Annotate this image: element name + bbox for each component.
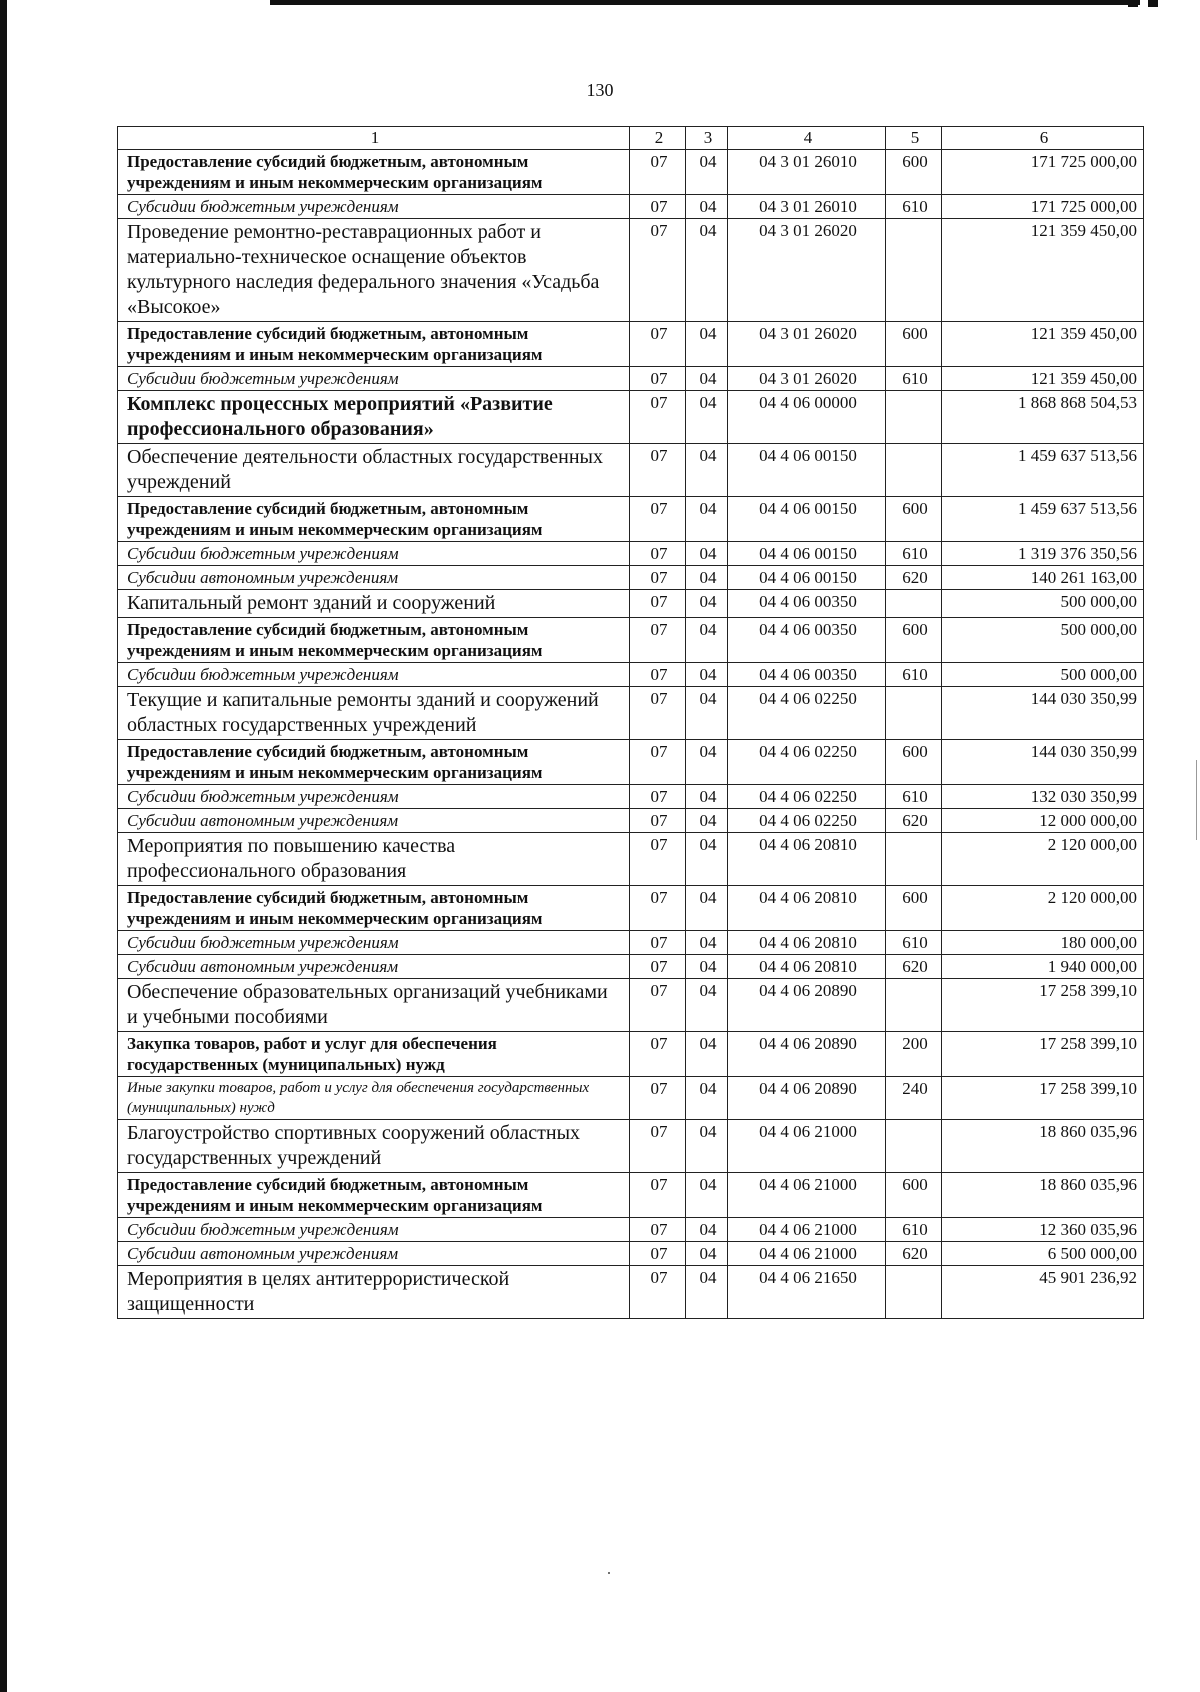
amount-cell: 18 860 035,96 [942,1173,1144,1218]
section-cell: 07 [630,219,686,322]
expense-type-cell: 610 [886,367,942,391]
target-article-cell: 04 4 06 20810 [728,833,886,886]
column-header: 2 [630,127,686,150]
table-row [118,1218,1144,1242]
expense-type-cell: 610 [886,542,942,566]
expense-type-cell [886,1120,942,1173]
row-name-cell: Благоустройство спортивных сооружений областных государственных учреждений [118,1120,630,1173]
target-article-cell: 04 4 06 21650 [728,1266,886,1319]
amount-cell: 12 000 000,00 [942,809,1144,833]
row-name-cell: Обеспечение образовательных организаций учебниками и учебными пособиями [118,979,630,1032]
amount-cell: 2 120 000,00 [942,833,1144,886]
row-name-cell: Предоставление субсидий бюджетным, автономным учреждениям и иным некоммерческим организациям [118,322,630,367]
table-row [118,785,1144,809]
section-cell: 07 [630,1242,686,1266]
table-row [118,979,1144,1032]
amount-cell: 17 258 399,10 [942,1032,1144,1077]
row-name-cell: Субсидии автономным учреждениям [118,566,630,590]
row-name-cell: Субсидии бюджетным учреждениям [118,785,630,809]
expense-type-cell: 610 [886,663,942,687]
target-article-cell: 04 4 06 21000 [728,1242,886,1266]
section-cell: 07 [630,391,686,444]
scan-top-line [270,0,1140,5]
subsection-cell: 04 [686,590,728,618]
subsection-cell: 04 [686,833,728,886]
table-row [118,566,1144,590]
amount-cell: 1 940 000,00 [942,955,1144,979]
subsection-cell: 04 [686,979,728,1032]
table-row [118,150,1144,195]
table-row [118,687,1144,740]
section-cell: 07 [630,785,686,809]
section-cell: 07 [630,740,686,785]
section-cell: 07 [630,150,686,195]
amount-cell: 140 261 163,00 [942,566,1144,590]
row-name-cell: Текущие и капитальные ремонты зданий и сооружений областных государственных учреждений [118,687,630,740]
subsection-cell: 04 [686,687,728,740]
row-name-cell: Мероприятия в целях антитеррористической защищенности [118,1266,630,1319]
table-row [118,1032,1144,1077]
expense-type-cell [886,833,942,886]
table-row [118,1242,1144,1266]
amount-cell: 17 258 399,10 [942,1077,1144,1120]
row-name-cell: Комплекс процессных мероприятий «Развитие профессионального образования» [118,391,630,444]
expense-type-cell: 620 [886,809,942,833]
table-row [118,219,1144,322]
row-name-cell: Предоставление субсидий бюджетным, автономным учреждениям и иным некоммерческим организациям [118,618,630,663]
column-header: 1 [118,127,630,150]
table-row [118,663,1144,687]
section-cell: 07 [630,833,686,886]
section-cell: 07 [630,1032,686,1077]
amount-cell: 500 000,00 [942,618,1144,663]
table-row [118,1173,1144,1218]
table-row [118,590,1144,618]
scan-right-mark [1196,760,1197,840]
expense-type-cell [886,1266,942,1319]
expense-type-cell: 600 [886,497,942,542]
target-article-cell: 04 4 06 20810 [728,955,886,979]
amount-cell: 1 459 637 513,56 [942,497,1144,542]
target-article-cell: 04 4 06 00150 [728,566,886,590]
expense-type-cell: 600 [886,740,942,785]
table-row [118,497,1144,542]
section-cell: 07 [630,687,686,740]
subsection-cell: 04 [686,886,728,931]
subsection-cell: 04 [686,1242,728,1266]
scan-speck [608,1572,610,1574]
section-cell: 07 [630,1077,686,1120]
target-article-cell: 04 4 06 02250 [728,740,886,785]
subsection-cell: 04 [686,955,728,979]
scan-left-edge [0,0,7,1692]
expense-type-cell: 240 [886,1077,942,1120]
section-cell: 07 [630,1120,686,1173]
target-article-cell: 04 4 06 20890 [728,979,886,1032]
section-cell: 07 [630,1266,686,1319]
target-article-cell: 04 4 06 20890 [728,1077,886,1120]
target-article-cell: 04 4 06 00350 [728,663,886,687]
amount-cell: 500 000,00 [942,590,1144,618]
amount-cell: 121 359 450,00 [942,322,1144,367]
row-name-cell: Предоставление субсидий бюджетным, автономным учреждениям и иным некоммерческим организациям [118,150,630,195]
row-name-cell: Закупка товаров, работ и услуг для обеспечения государственных (муниципальных) нужд [118,1032,630,1077]
column-header: 6 [942,127,1144,150]
expense-type-cell: 600 [886,150,942,195]
subsection-cell: 04 [686,195,728,219]
table-row [118,1120,1144,1173]
expense-type-cell: 620 [886,1242,942,1266]
section-cell: 07 [630,618,686,663]
row-name-cell: Обеспечение деятельности областных государственных учреждений [118,444,630,497]
target-article-cell: 04 4 06 00350 [728,590,886,618]
row-name-cell: Субсидии бюджетным учреждениям [118,1218,630,1242]
column-header: 4 [728,127,886,150]
subsection-cell: 04 [686,663,728,687]
target-article-cell: 04 4 06 00350 [728,618,886,663]
row-name-cell: Предоставление субсидий бюджетным, автономным учреждениям и иным некоммерческим организациям [118,1173,630,1218]
expense-type-cell: 610 [886,785,942,809]
subsection-cell: 04 [686,809,728,833]
row-name-cell: Субсидии автономным учреждениям [118,809,630,833]
subsection-cell: 04 [686,1173,728,1218]
subsection-cell: 04 [686,542,728,566]
target-article-cell: 04 3 01 26010 [728,195,886,219]
subsection-cell: 04 [686,322,728,367]
target-article-cell: 04 4 06 02250 [728,785,886,809]
row-name-cell: Субсидии бюджетным учреждениям [118,195,630,219]
target-article-cell: 04 4 06 21000 [728,1173,886,1218]
section-cell: 07 [630,542,686,566]
expense-type-cell [886,219,942,322]
expense-type-cell: 600 [886,1173,942,1218]
table-row [118,1077,1144,1120]
target-article-cell: 04 4 06 00000 [728,391,886,444]
row-name-cell: Субсидии бюджетным учреждениям [118,367,630,391]
table-row [118,367,1144,391]
subsection-cell: 04 [686,740,728,785]
amount-cell: 171 725 000,00 [942,150,1144,195]
amount-cell: 500 000,00 [942,663,1144,687]
subsection-cell: 04 [686,1218,728,1242]
target-article-cell: 04 3 01 26020 [728,219,886,322]
scan-top-mark [1128,0,1138,7]
amount-cell: 144 030 350,99 [942,740,1144,785]
expense-type-cell: 600 [886,886,942,931]
subsection-cell: 04 [686,219,728,322]
section-cell: 07 [630,663,686,687]
table-body [118,127,1144,1319]
amount-cell: 6 500 000,00 [942,1242,1144,1266]
column-header: 5 [886,127,942,150]
amount-cell: 121 359 450,00 [942,367,1144,391]
expense-type-cell: 610 [886,1218,942,1242]
amount-cell: 1 319 376 350,56 [942,542,1144,566]
table-row [118,391,1144,444]
expense-type-cell: 620 [886,566,942,590]
target-article-cell: 04 3 01 26020 [728,367,886,391]
amount-cell: 18 860 035,96 [942,1120,1144,1173]
section-cell: 07 [630,931,686,955]
section-cell: 07 [630,444,686,497]
section-cell: 07 [630,886,686,931]
table-row [118,618,1144,663]
row-name-cell: Предоставление субсидий бюджетным, автономным учреждениям и иным некоммерческим организациям [118,497,630,542]
scan-top-mark [1148,0,1158,7]
subsection-cell: 04 [686,618,728,663]
section-cell: 07 [630,322,686,367]
expense-type-cell: 600 [886,618,942,663]
amount-cell: 12 360 035,96 [942,1218,1144,1242]
amount-cell: 17 258 399,10 [942,979,1144,1032]
table-header-row [118,127,1144,150]
subsection-cell: 04 [686,1266,728,1319]
target-article-cell: 04 4 06 20890 [728,1032,886,1077]
expense-type-cell: 610 [886,195,942,219]
subsection-cell: 04 [686,497,728,542]
row-name-cell: Субсидии автономным учреждениям [118,955,630,979]
table-row [118,444,1144,497]
table-row [118,931,1144,955]
expense-type-cell: 610 [886,931,942,955]
target-article-cell: 04 4 06 20810 [728,931,886,955]
row-name-cell: Предоставление субсидий бюджетным, автономным учреждениям и иным некоммерческим организациям [118,740,630,785]
table-row [118,886,1144,931]
subsection-cell: 04 [686,1032,728,1077]
row-name-cell: Субсидии бюджетным учреждениям [118,542,630,566]
amount-cell: 45 901 236,92 [942,1266,1144,1319]
section-cell: 07 [630,979,686,1032]
expense-type-cell: 600 [886,322,942,367]
row-name-cell: Субсидии бюджетным учреждениям [118,663,630,687]
row-name-cell: Капитальный ремонт зданий и сооружений [118,590,630,618]
target-article-cell: 04 4 06 00150 [728,497,886,542]
subsection-cell: 04 [686,444,728,497]
amount-cell: 132 030 350,99 [942,785,1144,809]
section-cell: 07 [630,1173,686,1218]
target-article-cell: 04 3 01 26020 [728,322,886,367]
target-article-cell: 04 4 06 00150 [728,444,886,497]
section-cell: 07 [630,497,686,542]
column-header: 3 [686,127,728,150]
amount-cell: 1 868 868 504,53 [942,391,1144,444]
target-article-cell: 04 4 06 00150 [728,542,886,566]
section-cell: 07 [630,566,686,590]
amount-cell: 2 120 000,00 [942,886,1144,931]
amount-cell: 180 000,00 [942,931,1144,955]
section-cell: 07 [630,955,686,979]
expense-type-cell: 200 [886,1032,942,1077]
target-article-cell: 04 4 06 02250 [728,809,886,833]
amount-cell: 1 459 637 513,56 [942,444,1144,497]
expense-type-cell [886,590,942,618]
table-row [118,195,1144,219]
subsection-cell: 04 [686,150,728,195]
table-row [118,322,1144,367]
target-article-cell: 04 4 06 21000 [728,1218,886,1242]
row-name-cell: Предоставление субсидий бюджетным, автономным учреждениям и иным некоммерческим организациям [118,886,630,931]
table-row [118,809,1144,833]
target-article-cell: 04 4 06 21000 [728,1120,886,1173]
amount-cell: 121 359 450,00 [942,219,1144,322]
section-cell: 07 [630,809,686,833]
expense-type-cell [886,687,942,740]
table-row [118,740,1144,785]
row-name-cell: Иные закупки товаров, работ и услуг для обеспечения государственных (муниципальных) нужд [118,1077,630,1120]
subsection-cell: 04 [686,931,728,955]
target-article-cell: 04 4 06 20810 [728,886,886,931]
row-name-cell: Субсидии бюджетным учреждениям [118,931,630,955]
table-row [118,833,1144,886]
section-cell: 07 [630,1218,686,1242]
table-row [118,1266,1144,1319]
subsection-cell: 04 [686,1077,728,1120]
amount-cell: 144 030 350,99 [942,687,1144,740]
row-name-cell: Проведение ремонтно-реставрационных работ и материально-техническое оснащение объектов культурного наследия федерального значения «Усадьба «Высокое» [118,219,630,322]
expense-type-cell [886,979,942,1032]
subsection-cell: 04 [686,785,728,809]
row-name-cell: Субсидии автономным учреждениям [118,1242,630,1266]
subsection-cell: 04 [686,391,728,444]
expense-type-cell [886,391,942,444]
target-article-cell: 04 3 01 26010 [728,150,886,195]
expense-type-cell: 620 [886,955,942,979]
subsection-cell: 04 [686,566,728,590]
subsection-cell: 04 [686,1120,728,1173]
amount-cell: 171 725 000,00 [942,195,1144,219]
page-number: 130 [586,80,614,100]
subsection-cell: 04 [686,367,728,391]
budget-table [117,126,1144,1319]
expense-type-cell [886,444,942,497]
section-cell: 07 [630,367,686,391]
table-row [118,542,1144,566]
table-row [118,955,1144,979]
row-name-cell: Мероприятия по повышению качества профессионального образования [118,833,630,886]
section-cell: 07 [630,195,686,219]
target-article-cell: 04 4 06 02250 [728,687,886,740]
section-cell: 07 [630,590,686,618]
